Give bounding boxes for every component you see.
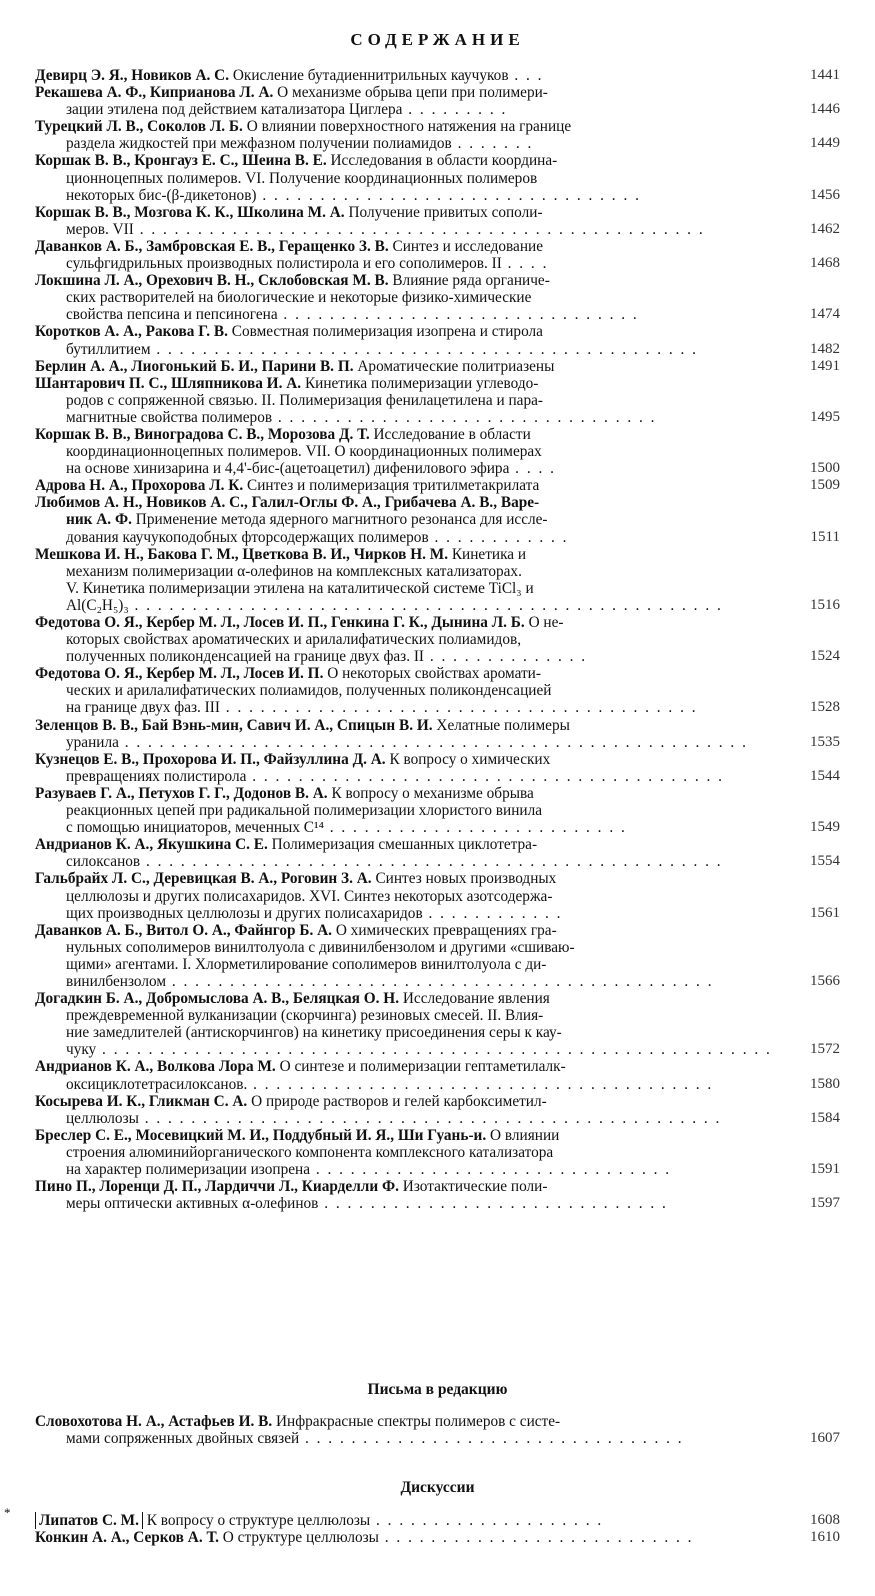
toc-entry <box>35 990 840 1058</box>
entry-line <box>35 888 840 905</box>
entry-title-text: строения алюминийорганического компонента комплексного катализатора <box>66 1143 554 1161</box>
leader-dots: . . . . . . . . . . . . . . . . . . . . . . . . . . . . . . . <box>310 1161 672 1178</box>
leader-dots: . . . <box>508 67 544 84</box>
leader-dots: . . . . . . . . . . . . . . . . . . . . . . . . . . . . . . . . . . . . . . . . . . . . . . . <box>150 340 698 358</box>
entry-title-text: О механизме обрыва цепи при полимери- <box>277 84 548 102</box>
entry-line <box>35 597 840 614</box>
entry-title-text: Хелатные полимеры <box>436 716 570 734</box>
page-number: 1584 <box>810 1109 840 1126</box>
page-number: 1597 <box>810 1195 840 1212</box>
entry-authors: Любимов А. Н., Новиков А. С., Галил-Оглы Ф. А., Грибачева А. В., Варе- <box>35 494 540 512</box>
entry-line <box>35 358 840 375</box>
entry-line <box>35 1007 840 1024</box>
entry-line <box>35 238 840 255</box>
page-number: 1462 <box>810 220 840 237</box>
entry-authors: Коршак В. В., Кронгауз Е. С., Шеина В. Е. <box>35 152 327 170</box>
entry-title-text: щими» агентами. I. Хлорметилирование сополимеров винилтолуола с ди- <box>66 955 547 973</box>
toc-entry <box>35 546 840 614</box>
entry-line <box>35 1512 840 1529</box>
page-number: 1528 <box>810 699 840 716</box>
entry-title-text: на границе двух фаз. III <box>66 699 220 717</box>
leader-dots: . . . . . . . . . . . . . . . . . . . . . . . . . . . . . . . <box>277 306 639 324</box>
toc-entry <box>35 375 840 426</box>
entry-title-text: Синтез новых производных <box>375 870 557 888</box>
entry-line <box>35 717 840 734</box>
entry-title-text: О влиянии <box>490 1126 560 1144</box>
entry-authors: Рекашева А. Ф., Киприанова Л. А. <box>35 84 274 102</box>
entry-line <box>35 1195 840 1212</box>
page-number: 1516 <box>810 596 840 613</box>
entry-authors: Бреслер С. Е., Мосевицкий М. И., Поддубный И. Я., Ши Гуань-и. <box>35 1126 487 1144</box>
leader-dots: . . . . . . . . . . . . . . . . . . . . . . . . . . . <box>378 1529 694 1547</box>
entry-authors: Словохотова Н. А., Астафьев И. В. <box>35 1413 273 1430</box>
page-number: 1468 <box>810 255 840 272</box>
entry-title-text: О химических превращениях гра- <box>335 921 557 939</box>
entry-line <box>35 1161 840 1178</box>
entry-line <box>35 67 840 84</box>
entry-authors: Локшина Л. А., Орехович В. Н., Склобовская М. В. <box>35 272 389 290</box>
entry-line <box>35 563 840 580</box>
entry-title-text: целлюлозы и других полисахаридов. XVI. Синтез некоторых азотсодержа- <box>66 887 553 905</box>
toc-entry <box>35 426 840 477</box>
entry-line <box>35 905 840 922</box>
entry-title-text: О природе растворов и гелей карбоксиметил- <box>251 1092 547 1110</box>
entry-line <box>35 529 840 546</box>
entry-line <box>35 443 840 460</box>
entry-authors: Зеленцов В. В., Бай Вэнь-мин, Савич И. А., Спицын В. И. <box>35 716 433 734</box>
entry-line <box>35 1529 840 1546</box>
entry-line <box>35 751 840 768</box>
entry-authors: Конкин А. А., Серков А. Т. <box>35 1529 219 1547</box>
entry-authors: Турецкий Л. В., Соколов Л. Б. <box>35 118 243 136</box>
entry-title-text: на характер полимеризации изопрена <box>66 1161 311 1178</box>
entry-title-text: свойства пепсина и пепсиногена <box>66 306 278 324</box>
entry-line <box>35 939 840 956</box>
toc-entry <box>35 1512 840 1529</box>
entry-title-text: зации этилена под действием катализатора Циглера <box>66 101 403 119</box>
page-number: 1549 <box>810 819 840 836</box>
entry-title-text: Кинетика и <box>451 545 527 563</box>
entry-title-text: V. Кинетика полимеризации этилена на каталитической системе TiCl₃ и <box>66 579 534 597</box>
leader-dots: . . . . . . . . . . . . . . . . . . . . . . . . . . . . . . . . . . . . . . . . . <box>219 699 698 717</box>
leader-dots: . . . . . . . . . . . . . . . . . . . . . . . . . . . . . . . . . . . . . . . . . . . . . . . . . <box>133 220 705 238</box>
entry-title-text: сульфгидрильных производных полистирола и его сополимеров. II <box>66 255 502 273</box>
entry-title-text: на основе хинизарина и 4,4'-бис-(ацетоацетил) дифенилового эфира <box>66 460 510 478</box>
page-number: 1474 <box>810 306 840 323</box>
leader-dots: . . . . . . . . . . . . . . . . . . . . . . . . . . . . . . . . . <box>256 186 641 204</box>
toc-entry <box>35 152 840 203</box>
entry-title-text: силоксанов <box>66 853 141 871</box>
entry-line <box>35 101 840 118</box>
entry-title-text: щих производных целлюлозы и других полисахаридов <box>66 904 423 922</box>
toc-entry <box>35 1529 840 1546</box>
entry-line <box>35 1093 840 1110</box>
entry-line <box>35 870 840 887</box>
entry-line <box>35 734 840 751</box>
leader-dots: . . . . . . . <box>451 135 534 153</box>
discussions-section <box>35 1512 840 1546</box>
entry-title-text: Окисление бутадиеннитрильных каучуков <box>232 67 509 84</box>
entry-authors: Коротков А. А., Ракова Г. В. <box>35 323 228 341</box>
toc-entry <box>35 717 840 751</box>
entry-title-text: Полимеризация смешанных циклотетра- <box>271 836 538 854</box>
entry-authors: Андрианов К. А., Якушкина С. Е. <box>35 836 268 854</box>
entry-title-text: Исследование в области <box>373 425 531 443</box>
entry-title-text: Исследование явления <box>402 990 550 1008</box>
entry-title-text: координационноцепных полимеров. VII. О координационных полимерах <box>66 443 542 461</box>
entry-line <box>35 1110 840 1127</box>
entry-line <box>35 170 840 187</box>
entry-title-text: О не- <box>528 614 564 631</box>
toc-entry <box>35 477 840 494</box>
entry-line <box>35 392 840 409</box>
entry-line <box>35 204 840 221</box>
margin-mark: * <box>4 1505 11 1520</box>
page-number: 1441 <box>810 67 840 83</box>
table-of-contents <box>35 67 840 1212</box>
entry-line <box>35 1178 840 1195</box>
entry-authors: Даванков А. Б., Замбровская Е. В., Геращенко З. В. <box>35 237 389 255</box>
entry-line <box>35 460 840 477</box>
entry-line <box>35 84 840 101</box>
entry-title-text: Инфракрасные спектры полимеров с систе- <box>275 1413 561 1430</box>
entry-title-text: ционноцепных полимеров. VI. Получение координационных полимеров <box>66 169 538 187</box>
page-number: 1591 <box>810 1161 840 1177</box>
entry-title-text: О структуре целлюлозы <box>222 1529 379 1547</box>
entry-title-text: чуку <box>66 1041 97 1059</box>
toc-entry <box>35 751 840 785</box>
entry-line <box>35 614 840 631</box>
toc-entry <box>35 494 840 545</box>
leader-dots: . . . . . . . . . . . . . . . . . . . . . . . . . . . . . . . . . . . . . . . . . . . . . . . . . . . . . . . . . . <box>96 1041 772 1059</box>
leader-dots: . . . . <box>509 460 556 478</box>
leader-dots: . . . . . . . . . <box>402 101 508 119</box>
entry-authors: Федотова О. Я., Кербер М. Л., Лосев И. П. <box>35 665 324 683</box>
entry-authors: Коршак В. В., Мозгова К. К., Школина М. А. <box>35 203 345 221</box>
entry-title-text: Влияние ряда органиче- <box>392 272 550 290</box>
page-number: 1607 <box>810 1430 840 1447</box>
entry-title-text: Синтез и исследование <box>392 237 544 255</box>
entry-authors: Берлин А. А., Лиогонький Б. И., Парини В. П. <box>35 357 354 375</box>
entry-authors: Косырева И. К., Гликман С. А. <box>35 1092 248 1110</box>
entry-line <box>35 1076 840 1093</box>
entry-line <box>35 306 840 323</box>
page-number: 1491 <box>810 357 840 374</box>
entry-title-text: О влиянии поверхностного натяжения на границе <box>246 118 572 136</box>
entry-authors: Пино П., Лоренци Д. П., Лардиччи Л., Киарделли Ф. <box>35 1178 399 1196</box>
entry-authors: Даванков А. Б., Витол О. А., Файнгор Б. А. <box>35 921 332 939</box>
page-number: 1482 <box>810 340 840 357</box>
toc-entry <box>35 870 840 921</box>
entry-authors: Андрианов К. А., Волкова Лора М. <box>35 1058 276 1076</box>
page-number: 1511 <box>810 528 840 545</box>
leader-dots: . . . . . . . . . . . . . . . . . . . . . . . . . . . . . . <box>318 1195 668 1213</box>
entry-line <box>35 272 840 289</box>
page-number: 1449 <box>810 135 840 152</box>
entry-title-text: некоторых бис-(β-дикетонов) <box>66 186 257 204</box>
entry-line <box>35 375 840 392</box>
entry-line <box>35 785 840 802</box>
toc-entry <box>35 1093 840 1127</box>
entry-title-text: раздела жидкостей при межфазном получении полиамидов <box>66 135 452 153</box>
entry-authors: Разуваев Г. А., Петухов Г. Г., Додонов В. А. <box>35 784 328 802</box>
entry-authors: Догадкин Б. А., Добромыслова А. В., Беляцкая О. Н. <box>35 990 400 1008</box>
entry-line <box>35 1127 840 1144</box>
entry-line <box>35 631 840 648</box>
toc-entry <box>35 323 840 357</box>
entry-title-text: ние замедлителей (антискорчингов) на кинетику присоединения серы к кау- <box>66 1024 562 1042</box>
entry-title-text: меры оптически активных α-олефинов <box>66 1195 319 1213</box>
entry-line <box>35 648 840 665</box>
entry-line <box>35 819 840 836</box>
leader-dots: . . . . . . . . . . . . . . . . . . . . . . . . . . . . . . . . . . . . . . . . . . . . . . . . . . . <box>128 596 723 614</box>
page-number: 1456 <box>810 186 840 203</box>
toc-entry <box>35 785 840 836</box>
entry-title-text: О некоторых свойствах аромати- <box>327 665 541 683</box>
entry-line <box>35 477 840 494</box>
entry-title-text: превращениях полистирола <box>66 767 247 785</box>
page-number: 1495 <box>810 408 840 425</box>
entry-line <box>35 152 840 169</box>
entry-title-text: К вопросу о механизме обрыва <box>331 784 534 802</box>
leader-dots: . . . . . . . . . . . . . . <box>424 648 588 666</box>
entry-line <box>35 1144 840 1161</box>
page-number: 1572 <box>810 1041 840 1058</box>
leader-dots: . . . . . . . . . . . . . . . . . . . . . . . . . . . . . . . . . . . . . . . . . <box>246 767 724 785</box>
leader-dots: . . . . . . . . . . . . . . . . . . . . . . . . . . . . . . . . . <box>272 408 657 426</box>
leader-dots: . . . . . . . . . . . . . . . . . . . . . . . . . . . . . . . . . . . . . . . . . . . . . . . . . . <box>140 853 723 871</box>
entry-title-text: О синтезе и полимеризации гептаметилалк- <box>279 1058 566 1076</box>
discussions-heading: Дискуссии <box>400 1479 475 1496</box>
entry-title-text: мами сопряженных двойных связей <box>66 1430 300 1448</box>
entry-authors: Мешкова И. Н., Бакова Г. М., Цветкова В. И., Чирков Н. М. <box>35 545 449 563</box>
entry-title-text: Al(C₂H₅)₃ <box>66 596 129 614</box>
leader-dots: . . . . . . . . . . . . . . . . . . . . . . . . . . . . . . . . . . . . . . . . . . . . . . . . . . <box>138 1109 722 1127</box>
entry-title-text: реакционных цепей при радикальной полимеризации хлористого винила <box>66 802 543 820</box>
leader-dots: . . . . . . . . . . . . . . . . . . . . . . . . . . <box>323 819 627 837</box>
entry-title-text: Ароматические политриазены <box>357 357 555 375</box>
entry-authors: Кузнецов Е. В., Прохорова И. П., Файзуллина Д. А. <box>35 750 386 768</box>
toc-entry <box>35 84 840 118</box>
entry-line <box>35 922 840 939</box>
toc-entry <box>35 1127 840 1178</box>
leader-dots: . . . . . . . . . . . . . . . . . . . . . . . . . . . . . . . . . . . . . . . . . . . . . . . . . . . . . . <box>118 733 748 751</box>
entry-title-text: Совместная полимеризация изопрена и стирола <box>231 323 543 341</box>
entry-authors: Гальбрайх Л. С., Деревицкая В. А., Роговин З. А. <box>35 870 372 888</box>
entry-line <box>35 289 840 306</box>
toc-entry <box>35 1058 840 1092</box>
entry-line <box>35 1058 840 1075</box>
toc-entry <box>35 204 840 238</box>
entry-title-text: меров. VII <box>66 220 134 238</box>
entry-line <box>35 546 840 563</box>
entry-line <box>35 187 840 204</box>
toc-entry <box>35 614 840 665</box>
page-number: 1509 <box>810 477 840 494</box>
entry-authors: Федотова О. Я., Кербер М. Л., Лосев И. П., Генкина Г. К., Дынина Л. Б. <box>35 614 525 631</box>
entry-line <box>35 511 840 528</box>
entry-title-text: механизм полимеризации α-олефинов на комплексных катализаторах. <box>66 562 522 580</box>
entry-title-text: дования каучукоподобных фторсодержащих полимеров <box>66 528 429 546</box>
entry-line <box>35 699 840 716</box>
leader-dots: . . . . . . . . . . . . . . . . . . . . . . . . . . . . . . . . . . . . . . . . . . . . . . . <box>166 972 714 990</box>
entry-line <box>35 768 840 785</box>
entry-title-text: полученных поликонденсацией на границе двух фаз. II <box>66 648 425 666</box>
entry-line <box>35 1024 840 1041</box>
entry-line <box>35 135 840 152</box>
entry-line <box>35 118 840 135</box>
leader-dots: . . . . . . . . . . . . . . . . . . . . . . . . . . . . . . . . . <box>299 1430 684 1448</box>
entry-title-text: винилбензолом <box>66 972 167 990</box>
entry-line <box>35 853 840 870</box>
entry-title-text: Синтез и полимеризация тритилметакрилата <box>247 477 540 495</box>
toc-entry <box>35 272 840 323</box>
entry-line <box>35 956 840 973</box>
toc-entry <box>35 358 840 375</box>
page-title: СОДЕРЖАНИЕ <box>350 30 525 49</box>
entry-line <box>35 802 840 819</box>
entry-line <box>35 682 840 699</box>
leader-dots: . . . . . . . . . . . . . . . . . . . . <box>370 1512 604 1529</box>
entry-title-text: которых свойствах ароматических и арилалифатических полиамидов, <box>66 631 522 649</box>
entry-line <box>35 494 840 511</box>
entry-title-text: Получение привитых сополи- <box>348 203 543 221</box>
entry-line <box>35 836 840 853</box>
entry-line <box>35 973 840 990</box>
page-number: 1500 <box>810 460 840 477</box>
entry-line <box>35 255 840 272</box>
entry-authors: ник А. Ф. <box>66 511 132 529</box>
toc-entry <box>35 1178 840 1212</box>
entry-authors: Девирц Э. Я., Новиков А. С. <box>35 67 230 84</box>
entry-title-text: Применение метода ядерного магнитного резонанса для иссле- <box>135 511 548 529</box>
entry-title-text: Изотактические поли- <box>402 1178 548 1196</box>
entry-title-text: с помощью инициаторов, меченных C¹⁴ <box>66 819 324 837</box>
leader-dots: . . . . . . . . . . . . <box>422 904 563 922</box>
entry-title-text: преждевременной вулканизации (скорчинга) резиновых смесей. II. Влия- <box>66 1007 544 1025</box>
entry-title-text: магнитные свойства полимеров <box>66 408 273 426</box>
toc-entry <box>35 238 840 272</box>
entry-line <box>35 665 840 682</box>
page-number: 1608 <box>810 1512 840 1528</box>
page-number: 1544 <box>810 767 840 784</box>
entry-line <box>35 580 840 597</box>
entry-authors: Коршак В. В., Виноградова С. В., Морозова Д. Т. <box>35 425 370 443</box>
entry-title-text: целлюлозы <box>66 1109 139 1127</box>
entry-line <box>35 990 840 1007</box>
entry-line <box>35 341 840 358</box>
page-number: 1561 <box>810 904 840 921</box>
toc-entry <box>35 665 840 716</box>
leader-dots: . . . . . . . . . . . . <box>428 528 569 546</box>
entry-title-text: нульных сополимеров винилтолуола с дивинилбензолом и другими «сшиваю- <box>66 938 575 956</box>
leader-dots: . . . . . . . . . . . . . . . . . . . . . . . . . . . . . . . . . . . . . . . . <box>247 1075 714 1093</box>
page-number: 1524 <box>810 648 840 665</box>
entry-line <box>35 1413 840 1430</box>
page-number: 1446 <box>810 101 840 118</box>
entry-line <box>35 221 840 238</box>
entry-authors: Шантарович П. С., Шляпникова И. А. <box>35 374 302 392</box>
entry-title-text: К вопросу о структуре целлюлозы <box>146 1512 371 1529</box>
entry-line <box>35 323 840 340</box>
page-number: 1566 <box>810 972 840 989</box>
entry-line <box>35 1041 840 1058</box>
letters-heading: Письма в редакцию <box>367 1381 508 1398</box>
page-number: 1535 <box>810 733 840 750</box>
entry-line <box>35 1430 840 1447</box>
page-number: 1610 <box>810 1529 840 1546</box>
page-number: 1554 <box>810 853 840 870</box>
entry-line <box>35 426 840 443</box>
entry-authors: Липатов С. М. <box>35 1512 143 1529</box>
entry-title-text: оксициклотетрасилоксанов. <box>66 1075 248 1093</box>
entry-title-text: уранила <box>66 733 119 751</box>
toc-entry <box>35 1413 840 1447</box>
toc-entry <box>35 836 840 870</box>
entry-title-text: ских растворителей на биологические и некоторые физико-химические <box>66 289 532 307</box>
leader-dots: . . . . <box>501 255 549 273</box>
entry-line <box>35 409 840 426</box>
entry-title-text: бутиллитием <box>66 340 151 358</box>
toc-entry <box>35 67 840 84</box>
toc-entry <box>35 922 840 990</box>
entry-authors: Адрова Н. А., Прохорова Л. К. <box>35 477 244 495</box>
letters-section <box>35 1413 840 1447</box>
entry-title-text: Исследования в области координа- <box>330 152 558 170</box>
entry-title-text: Кинетика полимеризации углеводо- <box>304 374 539 392</box>
toc-entry <box>35 118 840 152</box>
entry-title-text: К вопросу о химических <box>389 750 551 768</box>
entry-title-text: ческих и арилалифатических полиамидов, полученных поликонденсацией <box>66 682 552 700</box>
page-number: 1580 <box>810 1075 840 1092</box>
entry-title-text: родов с сопряженной связью. II. Полимеризация фенилацетилена и пара- <box>66 391 543 409</box>
